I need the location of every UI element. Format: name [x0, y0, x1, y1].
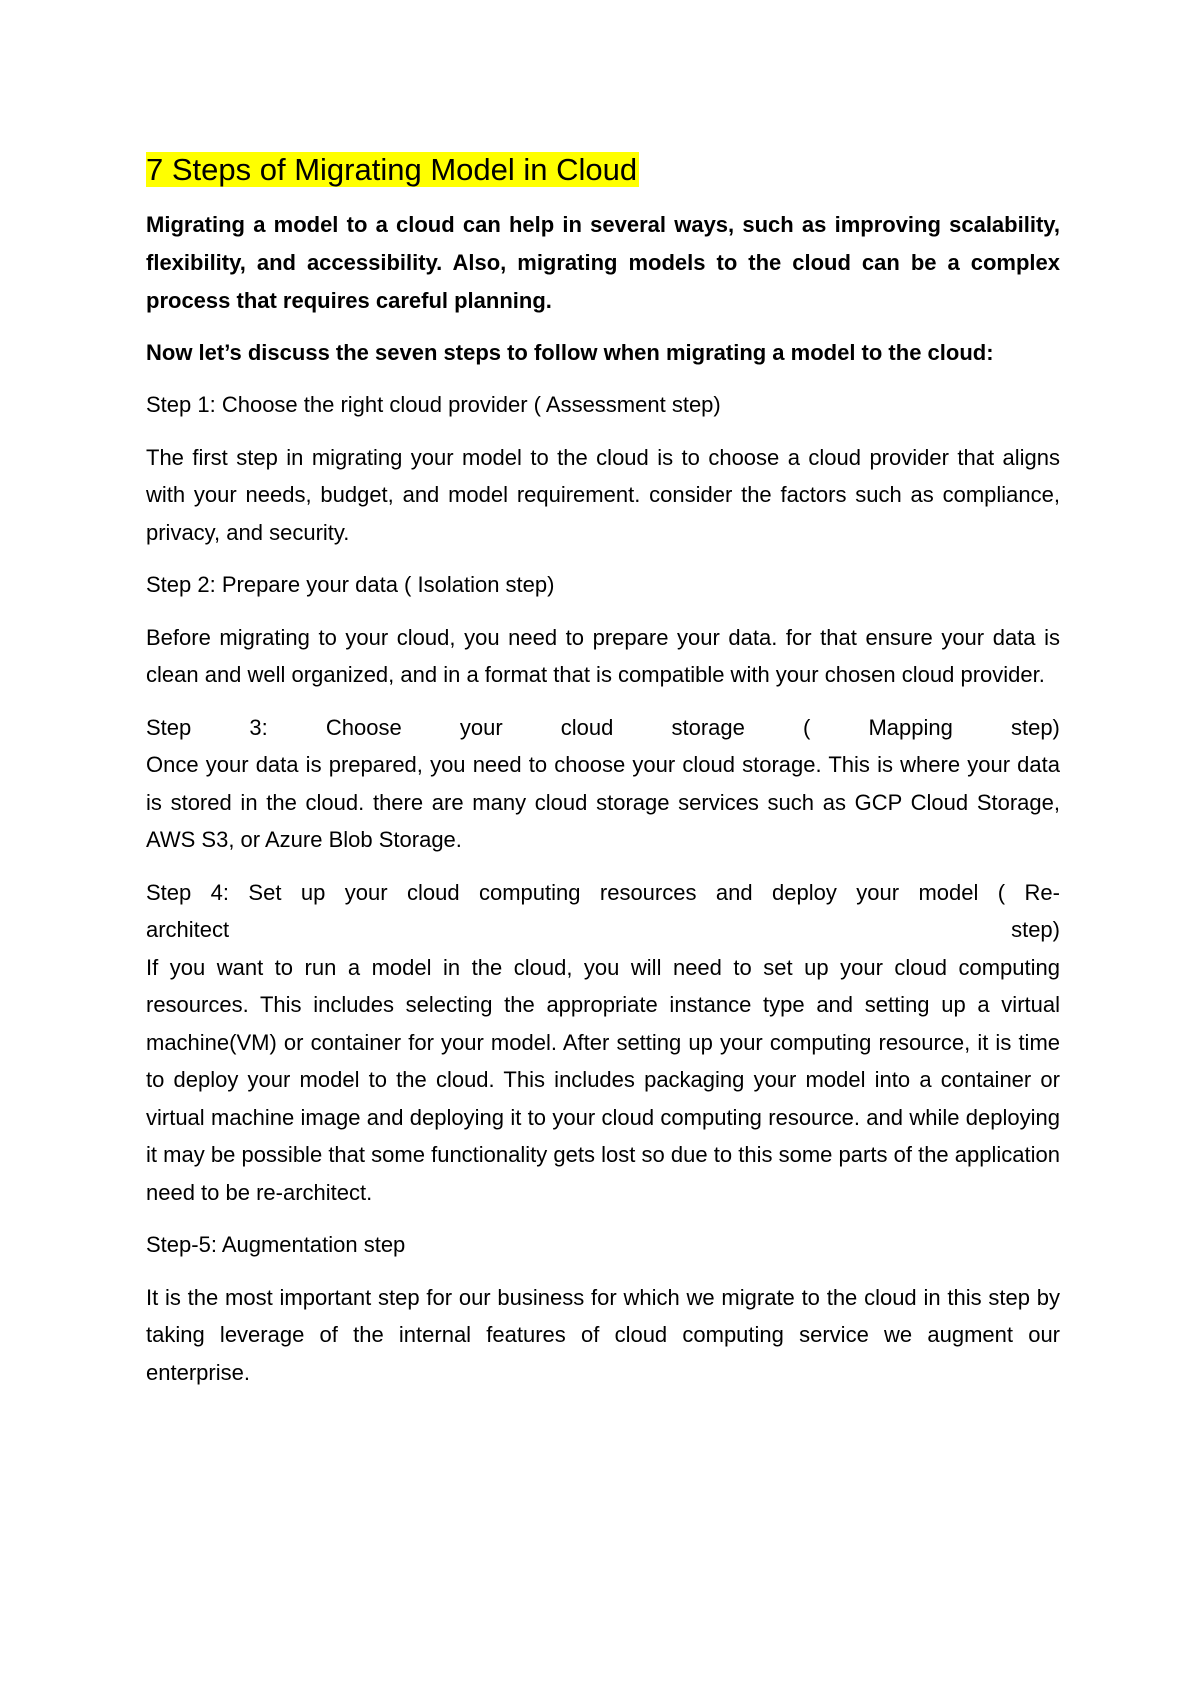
step-3-heading-word: storage: [671, 714, 745, 740]
lead-in-paragraph: Now let’s discuss the seven steps to follow when migrating a model to the cloud:: [146, 340, 994, 365]
step-2-body: Before migrating to your cloud, you need to prepare your data. for that ensure your data is clean and well organized, and in a format that is compatible with your chosen cloud provider.: [146, 624, 1060, 687]
step-4-body: If you want to run a model in the cloud, you will need to set up your cloud computing resources. This includes selecting the appropriate instance type and setting up a virtual machine(VM) or container for your model. After setting up your computing resource, it is time to deploy your model to the cloud. This includes packaging your model into a container or virtual machine image and deploying it to your cloud computing resource. and while deploying it may be possible that some functionality gets lost so due to this some parts of the application need to be re-architect.: [146, 954, 1060, 1205]
step-3-heading-word: Choose: [325, 714, 402, 740]
document-title: [146, 148, 1060, 192]
step-1-body: The first step in migrating your model to the cloud is to choose a cloud provider that aligns with your needs, budget, and model requirement. consider the factors such as compliance, privacy, and security.: [146, 444, 1060, 545]
step-3-heading-word: 3:: [249, 714, 268, 740]
step-1-heading: Step 1: Choose the right cloud provider ( Assessment step): [146, 392, 721, 417]
step-3-heading-word: step): [1010, 714, 1060, 740]
step-4-heading-line-1: Step 4: Set up your cloud computing resources and deploy your model ( Re-: [146, 879, 1060, 905]
step-3-heading-word: Mapping: [868, 714, 953, 740]
step-5-heading: Step-5: Augmentation step: [146, 1232, 406, 1257]
step-4-heading-left: architect: [146, 917, 230, 942]
step-4-block: [146, 874, 1060, 1212]
step-4-heading-right: step): [1011, 917, 1060, 942]
step-3-body: Once your data is prepared, you need to choose your cloud storage. This is where your data is stored in the cloud. there are many cloud storage services such as GCP Cloud Storage, AWS S3, or Azure Blob Storage.: [146, 752, 1060, 852]
step-3-heading-word: Step: [146, 714, 192, 740]
document-page: [146, 148, 1060, 1406]
step-4-heading-line-2: [146, 911, 1060, 949]
step-3-heading-word: cloud: [560, 714, 614, 740]
step-2-heading: Step 2: Prepare your data ( Isolation step): [146, 572, 555, 597]
step-5-body: It is the most important step for our business for which we migrate to the cloud in this step by taking leverage of the internal features of cloud computing service we augment our enterprise.: [146, 1284, 1060, 1385]
step-3-heading-word: (: [803, 714, 811, 740]
intro-paragraph: Migrating a model to a cloud can help in several ways, such as improving scalability, flexibility, and accessibility. Also, migrating models to the cloud can be a complex process that requires careful planning.: [146, 212, 1060, 313]
step-3-heading: [146, 709, 1060, 747]
step-3-heading-word: your: [459, 714, 503, 740]
title-highlight: 7 Steps of Migrating Model in Cloud: [146, 152, 638, 187]
step-3-block: [146, 709, 1060, 859]
